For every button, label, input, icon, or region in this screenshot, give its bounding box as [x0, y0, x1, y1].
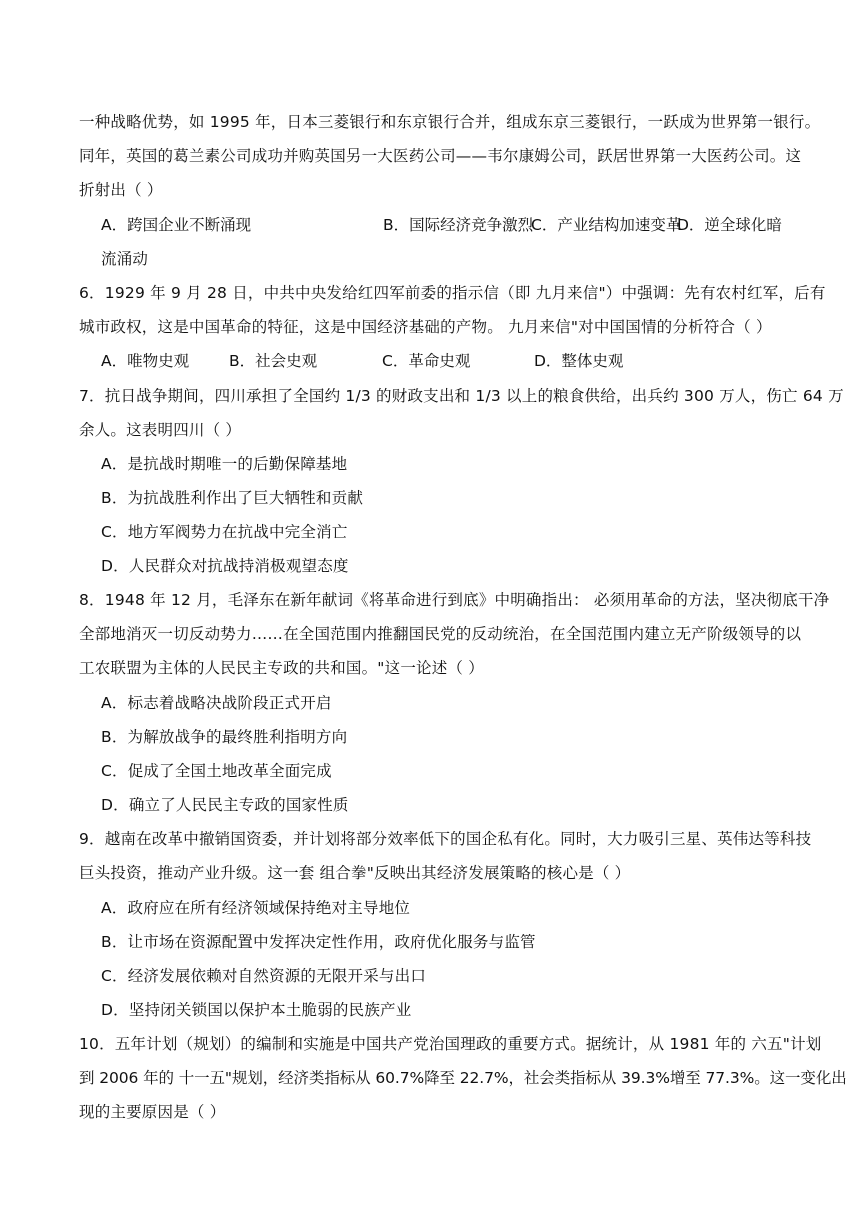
q5-stem-line-2: 同年，英国的葛兰素公司成功并购英国另一大医药公司——韦尔康姆公司，跃居世界第一大医药公司。这	[79, 147, 802, 165]
q10-stem-line-3: 现的主要原因是（ ）	[79, 1103, 226, 1121]
q5-option-b: B．国际经济竞争激烈	[383, 216, 534, 234]
q8-option-a: A．标志着战略决战阶段正式开启	[101, 694, 332, 712]
q7-option-d: D．人民群众对抗战持消极观望态度	[101, 557, 349, 575]
q7-stem-line-1: 7．抗日战争期间，四川承担了全国约 1/3 的财政支出和 1/3 以上的粮食供给，出兵约 300 万人，伤亡 64 万	[79, 387, 844, 405]
q9-option-d: D．坚持闭关锁国以保护本土脆弱的民族产业	[101, 1001, 412, 1019]
q8-stem-line-1: 8．1948 年 12 月，毛泽东在新年献词《将革命进行到底》中明确指出： 必须用革命的方法，坚决彻底干净	[79, 591, 830, 609]
q10-stem-line-2: 到 2006 年的 十一五"规划，经济类指标从 60.7%降至 22.7%，社会类指标从 39.3%增至 77.3%。这一变化出	[79, 1069, 847, 1087]
q8-option-d: D．确立了人民民主专政的国家性质	[101, 796, 349, 814]
q7-option-b: B．为抗战胜利作出了巨大牺牲和贡献	[101, 489, 364, 507]
q6-stem-line-2: 城市政权，这是中国革命的特征，这是中国经济基础的产物。 九月来信"对中国国情的分析符合（ ）	[79, 318, 772, 336]
q6-option-b: B．社会史观	[229, 352, 318, 370]
q10-stem-line-1: 10．五年计划（规划）的编制和实施是中国共产党治国理政的重要方式。据统计，从 1981 年的 六五"计划	[79, 1035, 822, 1053]
q7-option-a: A．是抗战时期唯一的后勤保障基地	[101, 455, 348, 473]
q5-option-d-continued: 流涌动	[101, 250, 149, 268]
q8-stem-line-3: 工农联盟为主体的人民民主专政的共和国。"这一论述（ ）	[79, 659, 484, 677]
q9-option-b: B．让市场在资源配置中发挥决定性作用，政府优化服务与监管	[101, 933, 536, 951]
q9-stem-line-2: 巨头投资，推动产业升级。这一套 组合拳"反映出其经济发展策略的核心是（ ）	[79, 864, 631, 882]
q7-option-c: C．地方军阀势力在抗战中完全消亡	[101, 523, 348, 541]
q7-stem-line-2: 余人。这表明四川（ ）	[79, 421, 242, 439]
q5-option-a: A．跨国企业不断涌现	[101, 216, 252, 234]
q5-option-c: C．产业结构加速变革	[531, 216, 682, 234]
q8-option-c: C．促成了全国土地改革全面完成	[101, 762, 332, 780]
q8-stem-line-2: 全部地消灭一切反动势力……在全国范围内推翻国民党的反动统治，在全国范围内建立无产阶级领导的以	[79, 625, 802, 643]
q6-option-d: D．整体史观	[534, 352, 624, 370]
q6-option-a: A．唯物史观	[101, 352, 190, 370]
q9-option-a: A．政府应在所有经济领域保持绝对主导地位	[101, 899, 411, 917]
q5-stem-line-3: 折射出（ ）	[79, 181, 163, 199]
q5-stem-line-1: 一种战略优势，如 1995 年，日本三菱银行和东京银行合并，组成东京三菱银行，一跃成为世界第一银行。	[79, 113, 821, 131]
q6-stem-line-1: 6．1929 年 9 月 28 日，中共中央发给红四军前委的指示信（即 九月来信"）中强调：先有农村红军，后有	[79, 284, 826, 302]
q6-option-c: C．革命史观	[382, 352, 471, 370]
q5-option-d: D．逆全球化暗	[677, 216, 782, 234]
q9-stem-line-1: 9．越南在改革中撤销国资委，并计划将部分效率低下的国企私有化。同时，大力吸引三星、英伟达等科技	[79, 830, 812, 848]
q9-option-c: C．经济发展依赖对自然资源的无限开采与出口	[101, 967, 427, 985]
q8-option-b: B．为解放战争的最终胜利指明方向	[101, 728, 348, 746]
